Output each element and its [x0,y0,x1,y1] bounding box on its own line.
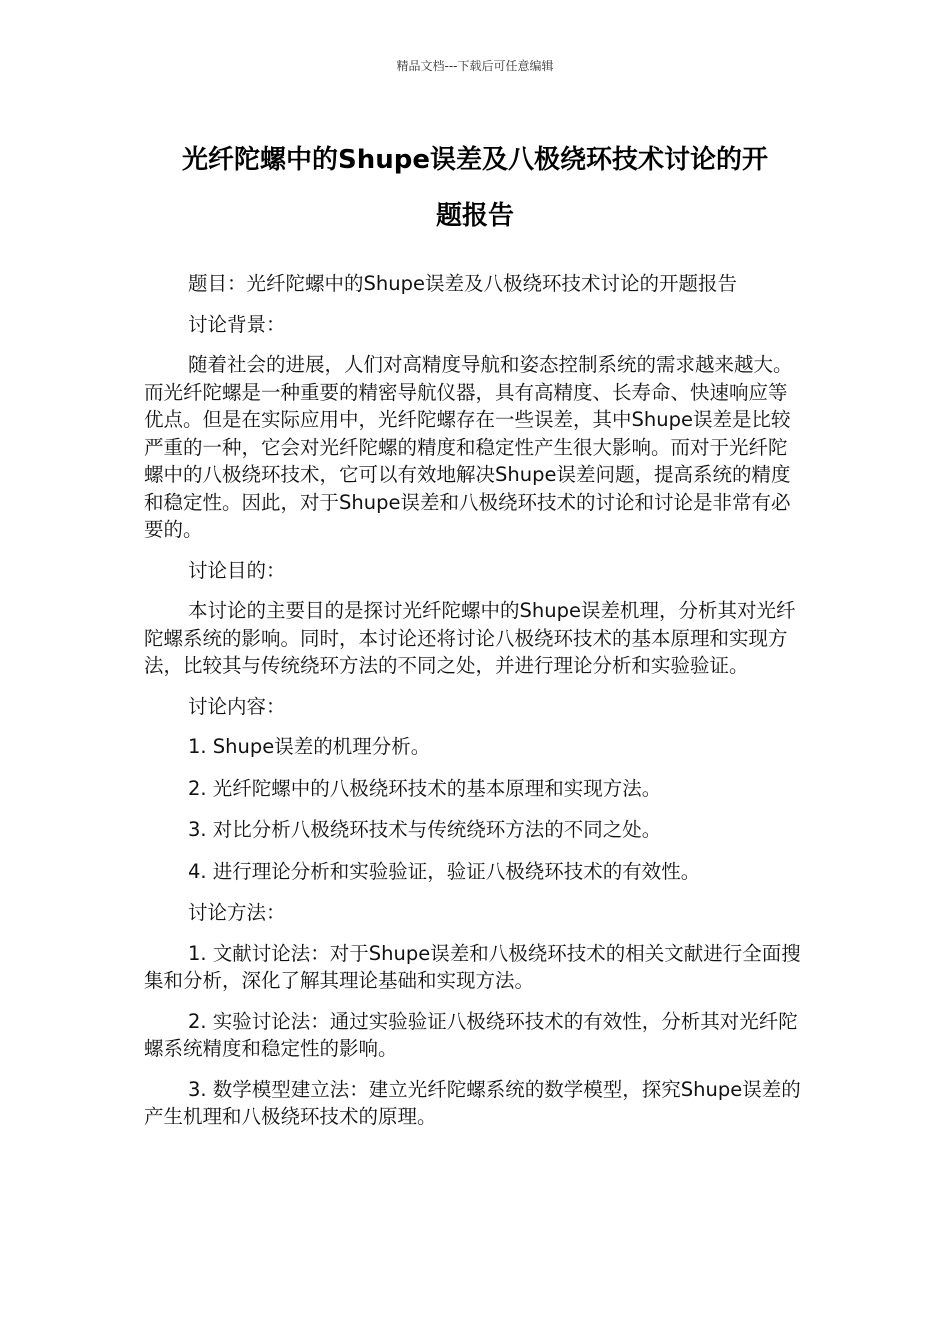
content-item-3: 3. 对比分析八极绕环技术与传统绕环方法的不同之处。 [188,818,662,841]
document-title-line-1: 光纤陀螺中的Shupe误差及八极绕环技术讨论的开 [182,145,768,175]
background-heading: 讨论背景： [188,312,286,336]
document-title [130,132,820,244]
content-item-4: 4. 进行理论分析和实验验证，验证八极绕环技术的有效性。 [188,859,701,883]
purpose-paragraph: 本讨论的主要目的是探讨光纤陀螺中的Shupe误差机理，分析其对光纤陀螺系统的影响。同时，本讨论还将讨论八极绕环技术的基本原理和实现方法，比较其与传统绕环方法的不同之处，并进行理论分析和实验验证。 [144,599,796,677]
background-paragraph: 随着社会的进展，人们对高精度导航和姿态控制系统的需求越来越大。而光纤陀螺是一种重要的精密导航仪器，具有高精度、长寿命、快速响应等优点。但是在实际应用中，光纤陀螺存在一些误差，其中Shupe误差是比较严重的一种，它会对光纤陀螺的精度和稳定性产生很大影响。而对于光纤陀螺中的八极绕环技术，它可以有效地解决Shupe误差问题，提高系统的精度和稳定性。因此，对于Shupe误差和八极绕环技术的讨论和讨论是非常有必要的。 [144,353,793,541]
method-item-3: 3. 数学模型建立法：建立光纤陀螺系统的数学模型，探究Shupe误差的产生机理和八极绕环技术的原理。 [144,1077,801,1128]
methods-heading: 讨论方法： [188,901,286,924]
document-title-line-2: 题报告 [435,201,514,231]
content-heading: 讨论内容： [188,694,286,718]
content-item-1: 1. Shupe误差的机理分析。 [188,735,431,758]
document-body [144,270,806,1144]
topic-paragraph: 题目：光纤陀螺中的Shupe误差及八极绕环技术讨论的开题报告 [188,272,737,295]
page-header-note: 精品文档---下载后可任意编辑 [396,59,554,73]
method-item-2: 2. 实验讨论法：通过实验验证八极绕环技术的有效性，分析其对光纤陀螺系统精度和稳定性的影响。 [144,1009,798,1060]
content-item-2: 2. 光纤陀螺中的八极绕环技术的基本原理和实现方法。 [188,776,662,800]
purpose-heading: 讨论目的： [188,558,286,582]
method-item-1: 1. 文献讨论法：对于Shupe误差和八极绕环技术的相关文献进行全面搜集和分析，深化了解其理论基础和实现方法。 [144,941,801,992]
